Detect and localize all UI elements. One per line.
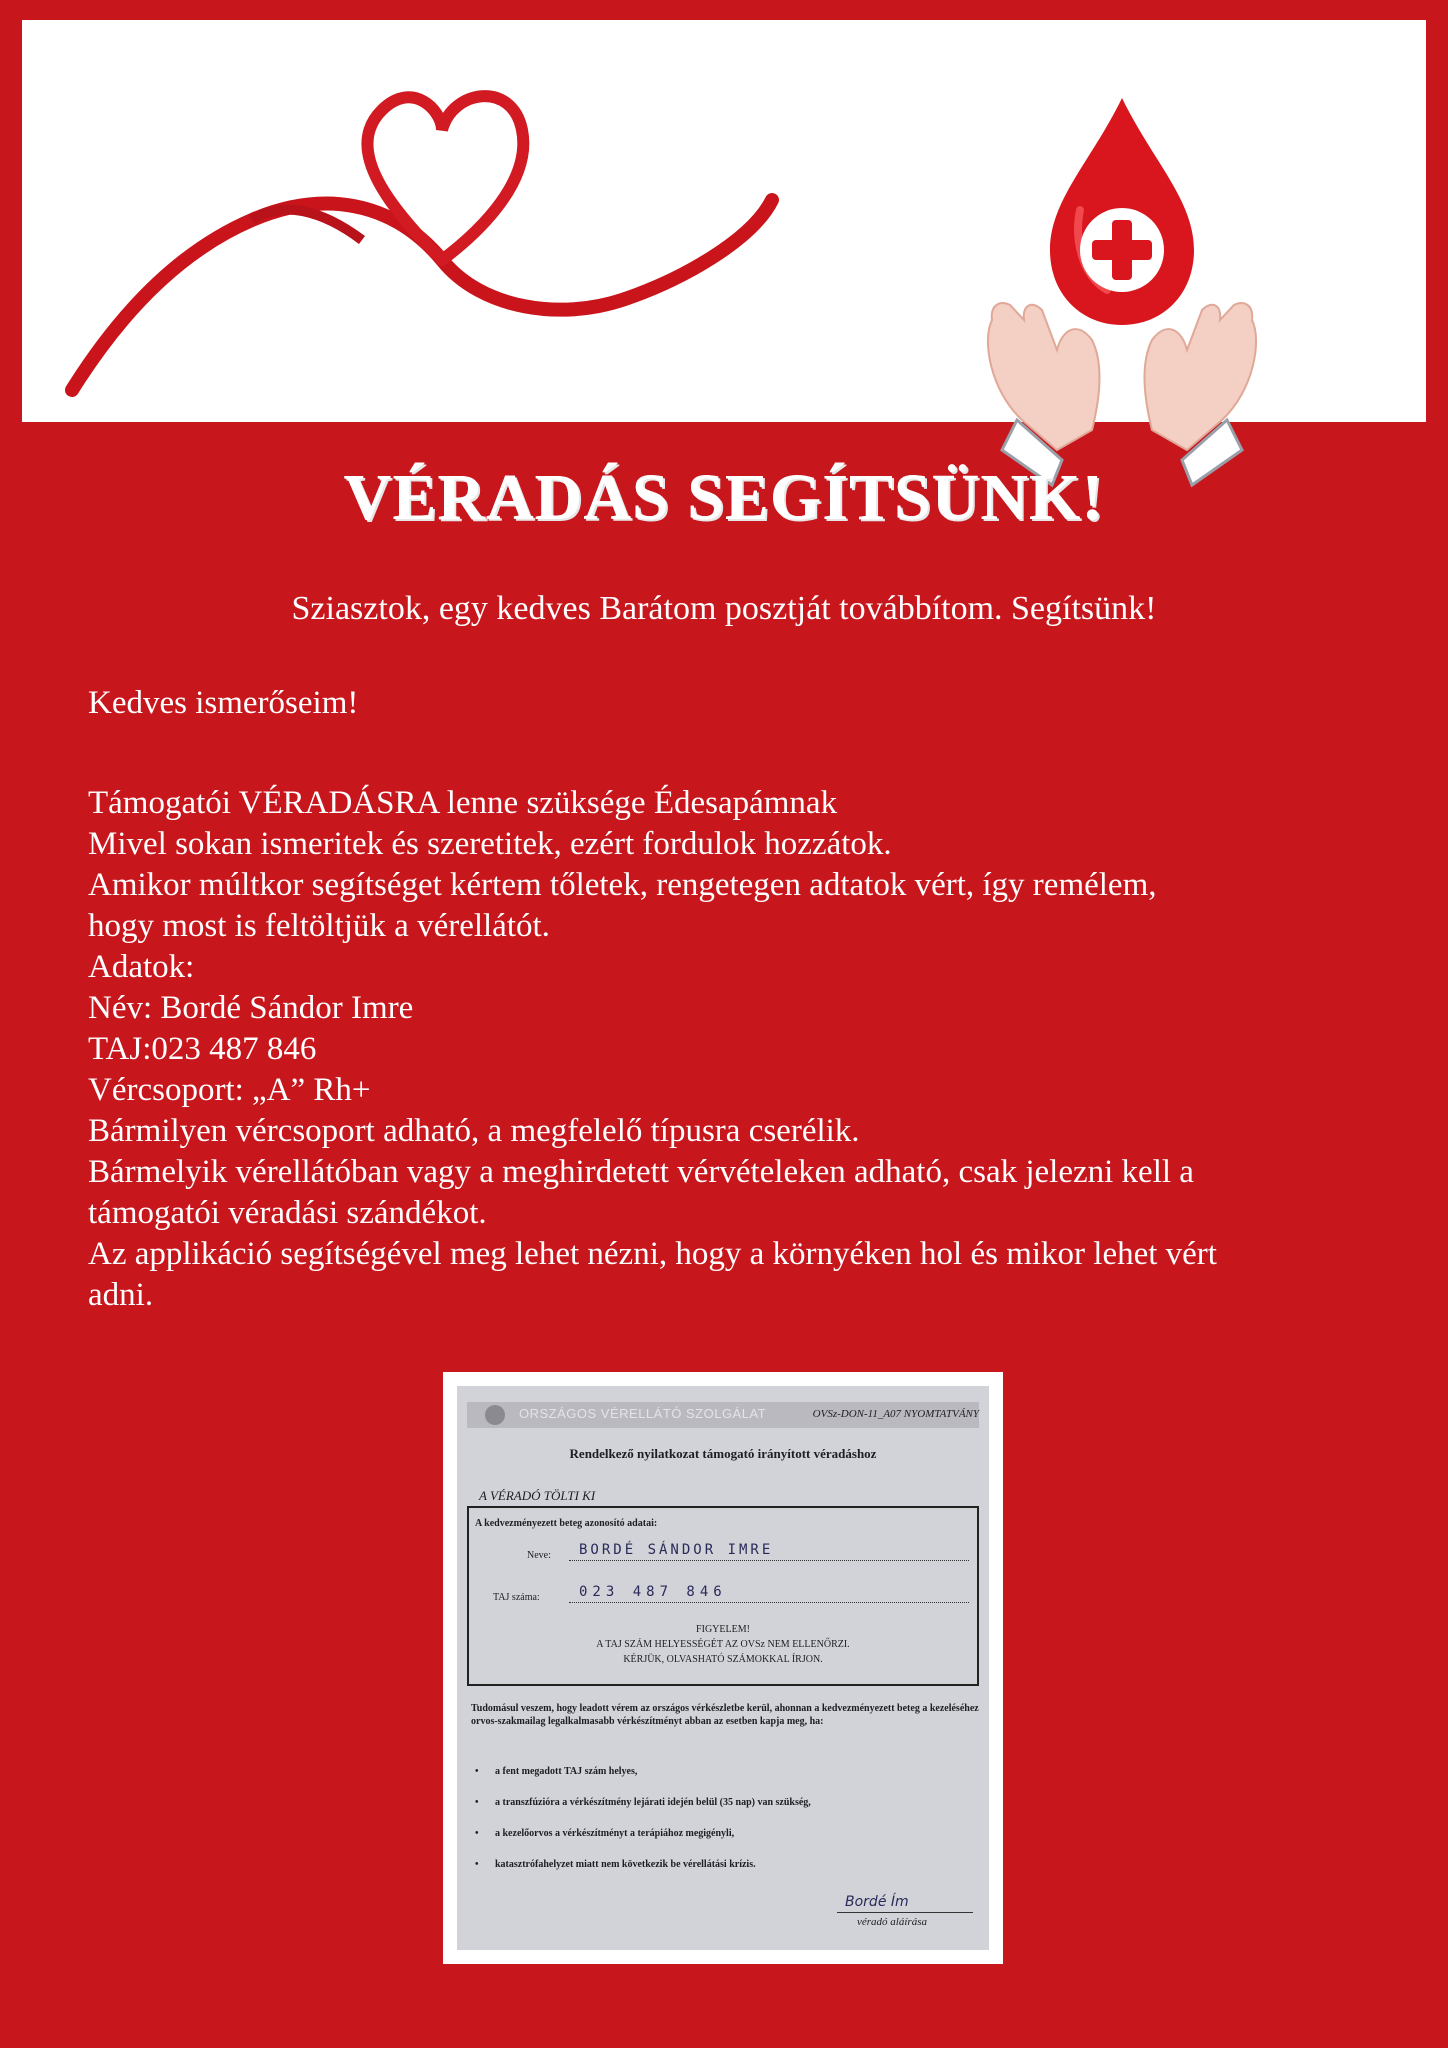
condition-text: katasztrófahelyzet miatt nem következik be vérellátási krízis. (495, 1859, 756, 1870)
body-line: Mivel sokan ismeritek és szeretitek, ezért fordulok hozzátok. (88, 826, 892, 862)
body-line: Adatok: (88, 949, 195, 985)
blood-drop-hands-icon (962, 90, 1282, 490)
condition-text: a transzfúzióra a vérkészítmény lejárati idején belül (35 nap) van szükség, (495, 1797, 811, 1808)
form-conditions (475, 1766, 975, 1890)
body-line: támogatói véradási szándékot. (88, 1195, 487, 1231)
header-panel (22, 20, 1426, 422)
condition-item: • katasztrófahelyzet miatt nem következik be vérellátási krízis. (475, 1859, 756, 1870)
taj-value: 023 487 846 (579, 1584, 727, 1600)
condition-item: • a transzfúzióra a vérkészítmény lejárati idején belül (35 nap) van szükség, (475, 1797, 811, 1808)
warning-line: A TAJ SZÁM HELYESSÉGÉT AZ OVSz NEM ELLENŐRZI. (596, 1639, 850, 1650)
warning-line: FIGYELEM! (696, 1624, 750, 1635)
body-line: Név: Bordé Sándor Imre (88, 990, 414, 1026)
form-section-label: A VÉRADÓ TÖLTI KI (479, 1488, 596, 1503)
body-line: Vércsoport: „A” Rh+ (88, 1072, 371, 1108)
form-photo-frame (443, 1372, 1003, 1964)
donation-form-photo (457, 1386, 989, 1950)
condition-text: a fent megadott TAJ szám helyes, (495, 1766, 638, 1777)
form-title: Rendelkező nyilatkozat támogató irányított véradáshoz (569, 1446, 877, 1461)
signature-line (837, 1912, 973, 1913)
beneficiary-box (467, 1506, 979, 1686)
page-title: VÉRADÁS SEGÍTSÜNK! (343, 461, 1105, 534)
message-body (88, 683, 1388, 1316)
body-line: Bármelyik vérellátóban vagy a meghirdetett vérvételeken adható, csak jelezni kell a (88, 1154, 1194, 1190)
name-line (569, 1560, 969, 1561)
name-value: BORDÉ SÁNDOR IMRE (579, 1542, 774, 1558)
intro-text: Sziasztok, egy kedves Barátom posztját továbbítom. Segítsünk! (291, 590, 1157, 627)
taj-label: TAJ száma: (493, 1592, 540, 1603)
greeting: Kedves ismerőseim! (88, 685, 359, 721)
body-line: Amikor múltkor segítséget kértem tőletek, rengetegen adtatok vért, így remélem, (88, 867, 1157, 903)
taj-line (569, 1602, 969, 1603)
org-logo-icon (485, 1405, 505, 1425)
body-line: TAJ:023 487 846 (88, 1031, 317, 1067)
name-label: Neve: (527, 1550, 551, 1561)
form-terms: Tudomásul veszem, hogy leadott vérem az országos vérkészletbe kerül, ahonnan a kedvezményezett beteg a kezeléséhez orvos-szakmailag legalkalmasabb vérkészítményt abban az esetben kapja meg, ha: (471, 1703, 979, 1727)
body-line: hogy most is feltöltjük a vérellátót. (88, 908, 550, 944)
body-line: Bármilyen vércsoport adható, a megfelelő típusra cserélik. (88, 1113, 860, 1149)
condition-text: a kezelőorvos a vérkészítményt a terápiához megigényli, (495, 1828, 735, 1839)
form-warning (469, 1622, 977, 1667)
form-code: OVSz-DON-11_A07 NYOMTATVÁNY (812, 1408, 979, 1420)
body-line: Az applikáció segítségével meg lehet nézni, hogy a környéken hol és mikor lehet vért (88, 1236, 1217, 1272)
signature-label: véradó aláírása (857, 1916, 927, 1928)
body-line: adni. (88, 1277, 154, 1313)
box-label: A kedvezményezett beteg azonosító adatai: (475, 1518, 658, 1529)
warning-line: KÉRJÜK, OLVASHATÓ SZÁMOKKAL ÍRJON. (623, 1654, 823, 1665)
condition-item: • a kezelőorvos a vérkészítményt a terápiához megigényli, (475, 1828, 735, 1839)
condition-item: • a fent megadott TAJ szám helyes, (475, 1766, 638, 1777)
heart-ribbon-icon (62, 80, 782, 410)
form-org: ORSZÁGOS VÉRELLÁTÓ SZOLGÁLAT (519, 1406, 767, 1421)
body-line: Támogatói VÉRADÁSRA lenne szüksége Édesapámnak (88, 785, 838, 821)
donor-signature: Bordé Ím (845, 1894, 909, 1910)
